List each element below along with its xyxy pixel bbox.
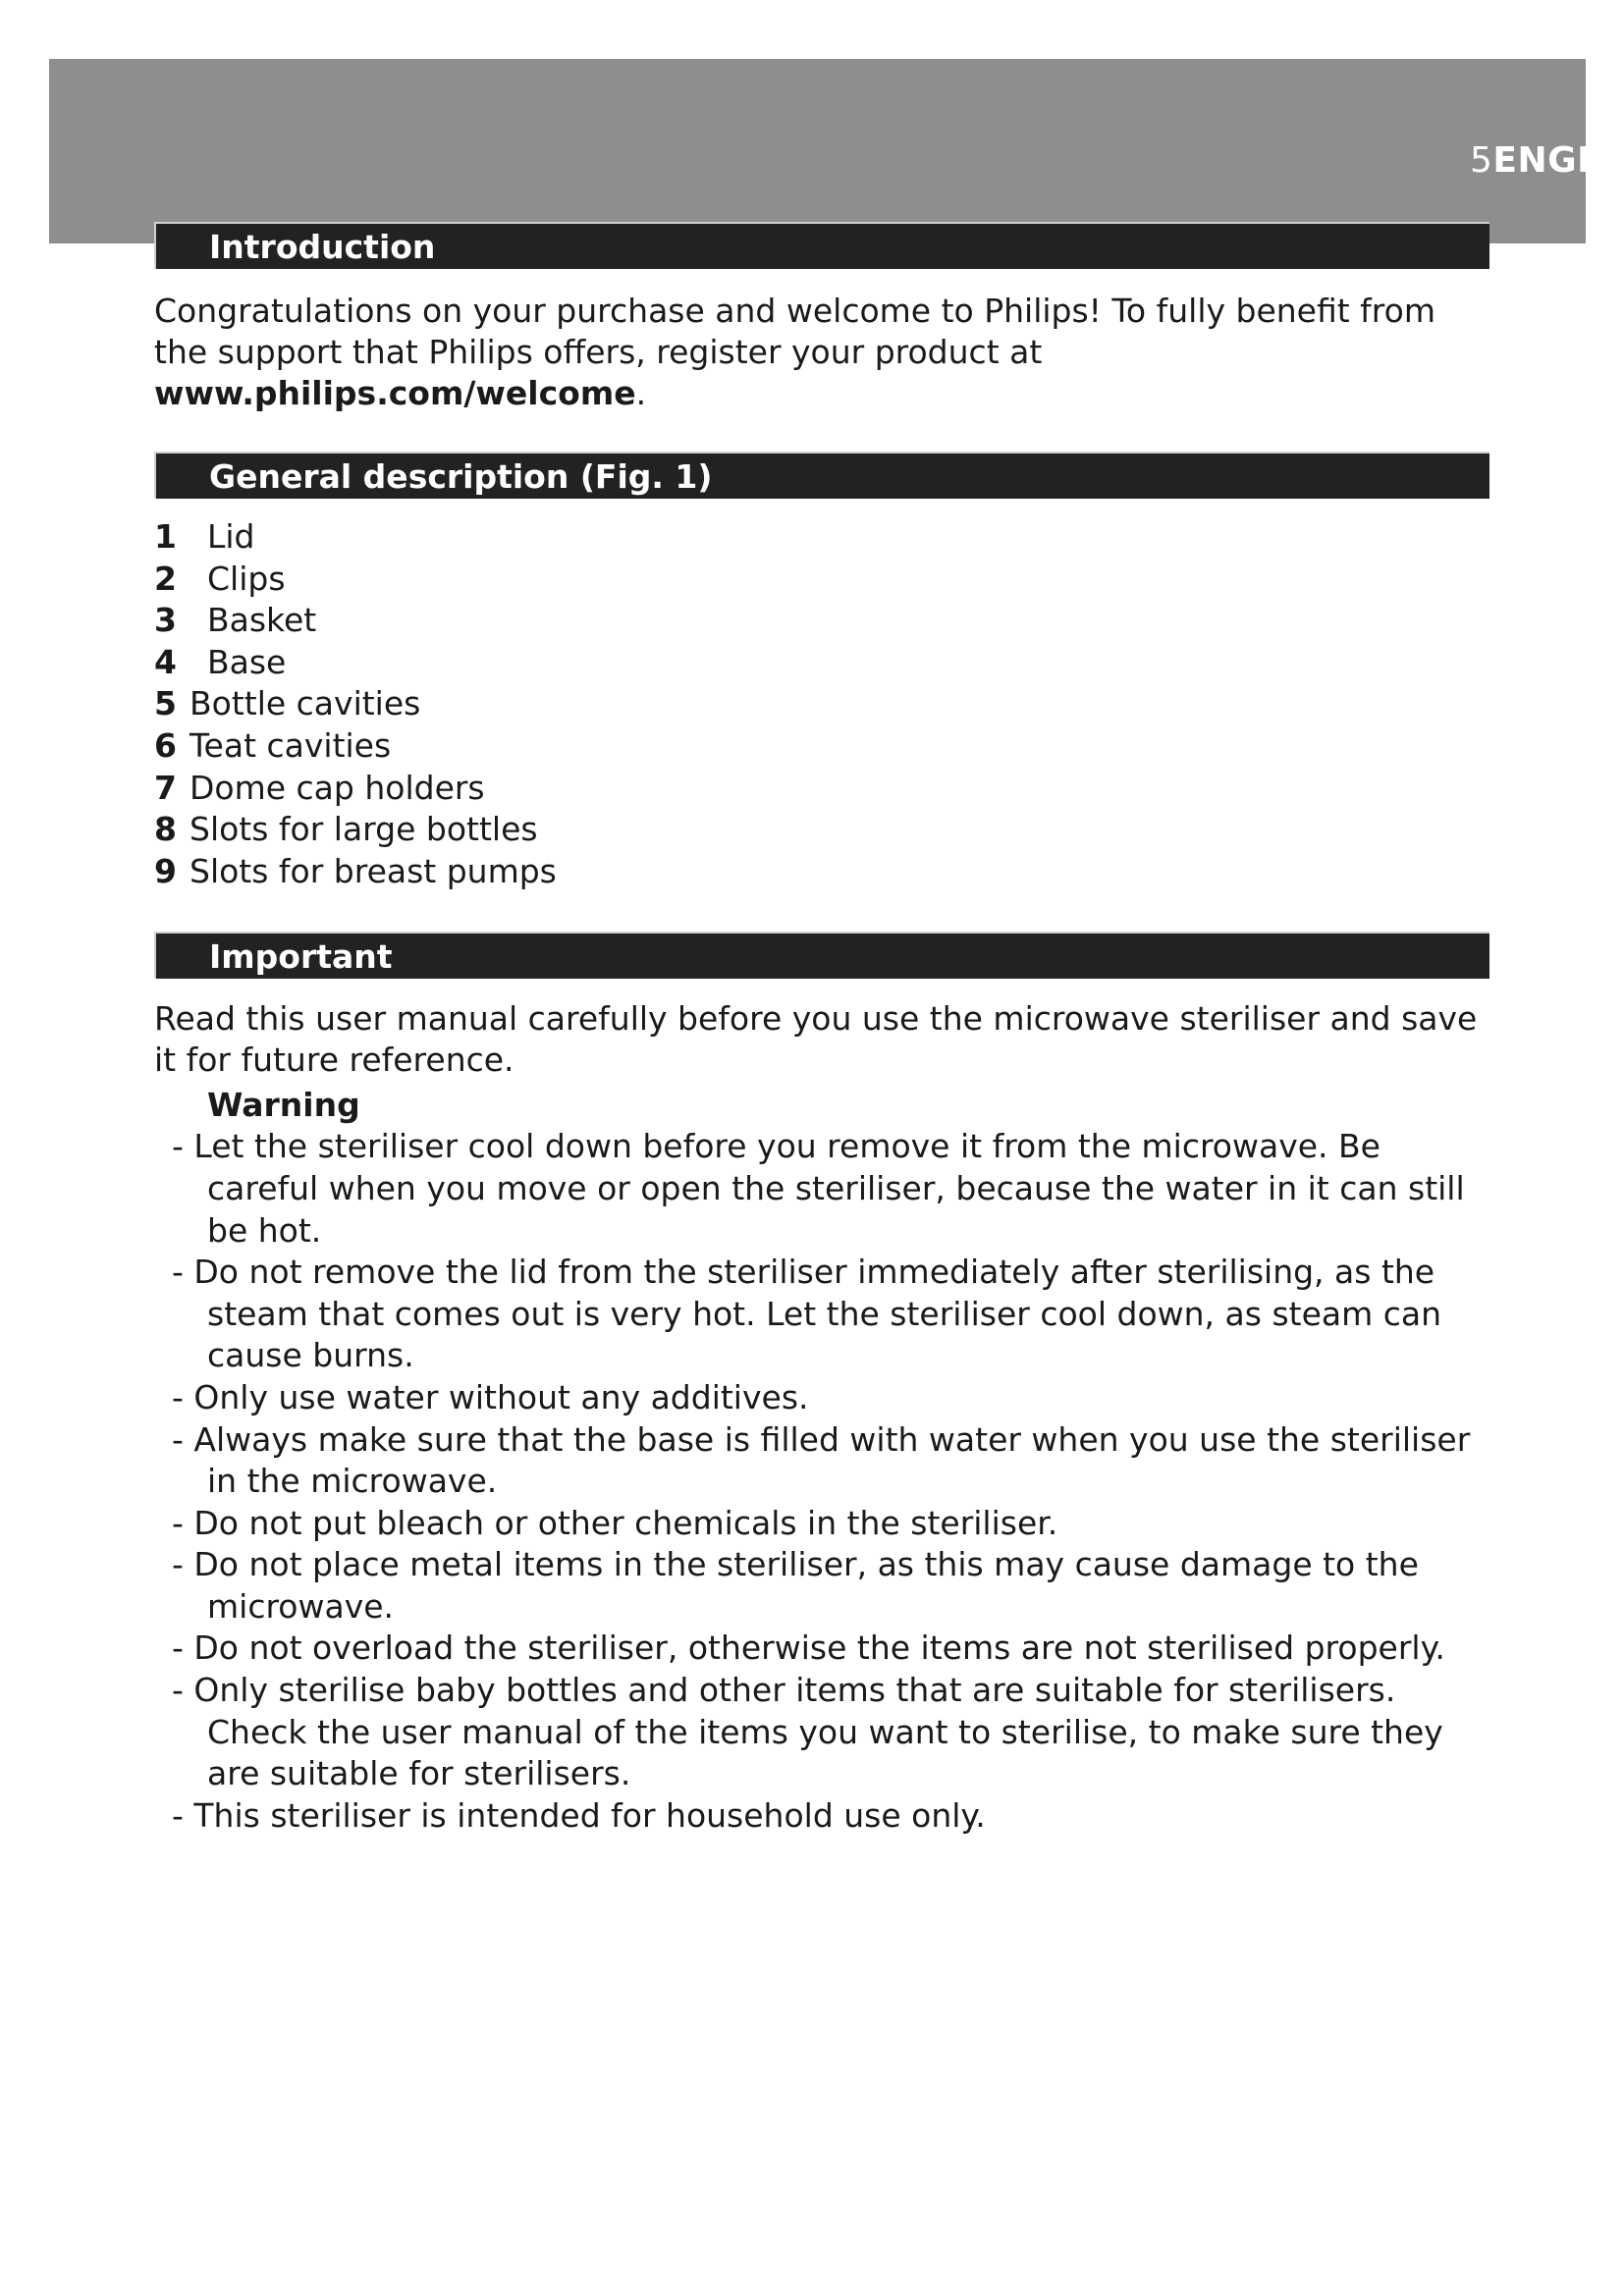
part-label: Slots for breast pumps [189,851,557,890]
warning-item: - This steriliser is intended for household use only. [172,1795,986,1835]
part-number: 1 [154,517,177,556]
warning-item: - Only sterilise baby bottles and other items that are suitable for sterilisers. Check the user manual of the items you want to sterilise, to make sure they are suitable for sterilisers. [172,1671,1443,1793]
parts-list-item [154,768,1489,810]
parts-list-item [154,559,1489,601]
part-number: 6 [154,725,177,765]
part-label: Lid [207,517,255,556]
part-label: Basket [207,601,317,640]
important-heading: Important [209,936,393,976]
part-label: Clips [207,559,286,598]
part-label: Dome cap holders [189,768,485,807]
parts-list-item [154,516,1489,559]
page-number: 5 [1470,140,1493,181]
part-label: Base [207,642,287,681]
warning-item: - Always make sure that the base is filled with water when you use the steriliser in the microwave. [172,1419,1471,1501]
parts-list-item [154,851,1489,893]
introduction-section-bar [154,222,1489,269]
part-number: 9 [154,851,177,890]
warning-item: - Do not put bleach or other chemicals in the steriliser. [172,1503,1058,1542]
warning-item: - Do not place metal items in the steriliser, as this may cause damage to the microwave. [172,1545,1419,1626]
part-label: Teat cavities [189,725,392,765]
page-header-band [49,59,1586,243]
parts-list-item [154,642,1489,684]
introduction-text [154,291,1489,414]
philips-welcome-link[interactable]: www.philips.com/welcome [154,374,636,412]
introduction-heading: Introduction [209,227,436,266]
introduction-text-end: . [635,374,647,412]
important-section-bar [154,932,1489,979]
part-number: 2 [154,559,177,598]
warning-item: - Do not overload the steriliser, otherwise the items are not sterilised properly. [172,1629,1445,1668]
part-number: 3 [154,601,177,640]
parts-list-item [154,683,1489,725]
part-label: Slots for large bottles [189,810,538,849]
warning-item: - Let the steriliser cool down before you remove it from the microwave. Be careful when you move or open the steriliser, because the water in it can still be hot. [172,1127,1465,1250]
parts-list [154,516,1489,892]
parts-list-item [154,600,1489,642]
warning-heading: Warning [207,1086,360,1125]
warning-item: - Only use water without any additives. [172,1377,809,1416]
part-label: Bottle cavities [189,684,421,723]
language-label: ENGL [1492,140,1600,181]
important-intro-text: Read this user manual carefully before you use the microwave steriliser and save it for future reference. [154,999,1478,1080]
manual-content [154,222,1489,1837]
parts-list-item [154,809,1489,851]
introduction-text-start: Congratulations on your purchase and welcome to Philips! To fully benefit from the support that Philips offers, register your product at [154,292,1435,371]
warning-list [154,1126,1489,1837]
part-number: 4 [154,642,177,681]
general-description-heading: General description (Fig. 1) [209,456,713,496]
part-number: 7 [154,768,177,807]
part-number: 5 [154,684,177,723]
page-number-language [1470,140,1600,181]
warning-item: - Do not remove the lid from the steriliser immediately after sterilising, as the steam that comes out is very hot. Let the steriliser cool down, as steam can cause burns. [172,1253,1442,1375]
parts-list-item [154,725,1489,768]
part-number: 8 [154,810,177,849]
general-description-section-bar [154,452,1489,499]
